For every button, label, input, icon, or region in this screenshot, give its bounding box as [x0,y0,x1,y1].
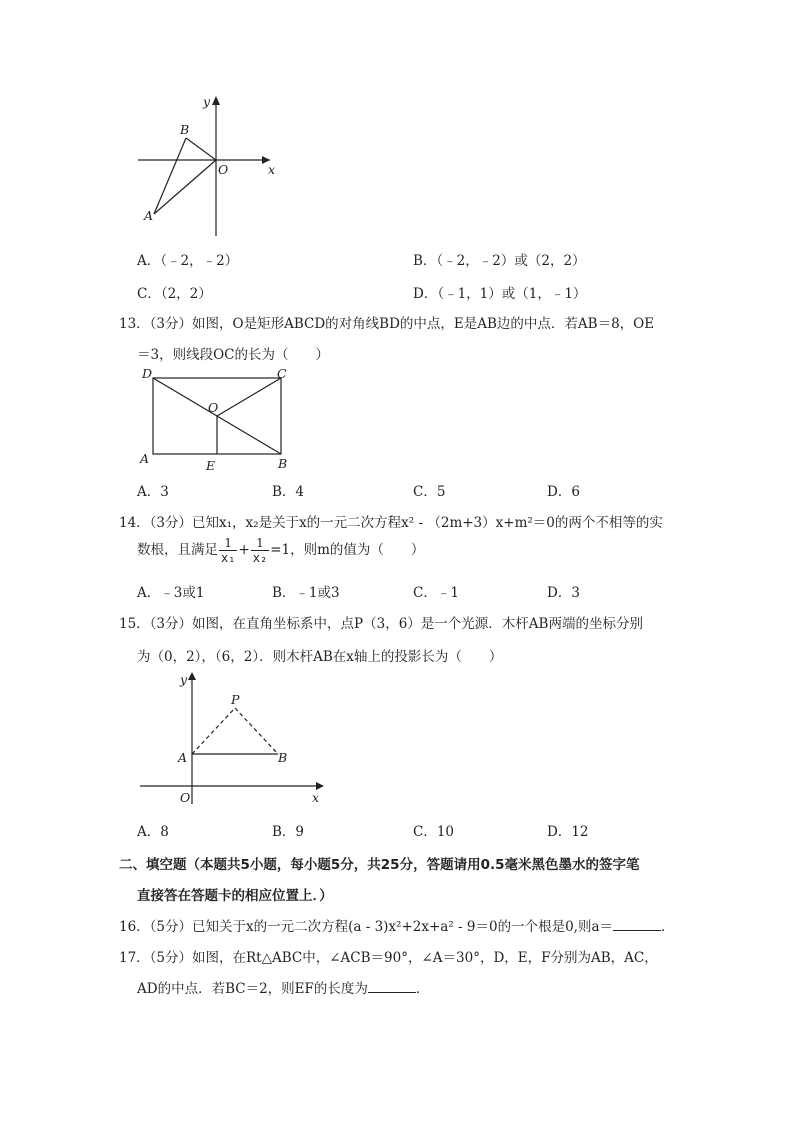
q13-label-o: O [208,400,219,415]
q17-answer-blank[interactable] [368,980,416,993]
q14-fraction-2 [251,536,269,565]
q13-figure [136,364,296,476]
q13-line-1: 13．（3分）如图，O是矩形ABCD的对角线BD的中点，E是AB边的中点．若AB＝8，OE [119,316,655,332]
q13-label-a: A [140,451,150,466]
q13-line-2: ＝3，则线段OC的长为（ ） [137,347,329,363]
q16-end: ． [661,919,675,935]
q12-label-y: y [203,94,211,109]
q14-option-a: A．﹣3或1 [137,585,205,601]
q14-line-2 [137,532,424,568]
q15-option-a: A．8 [137,824,169,840]
q15-label-o: O [180,790,191,805]
q14-plus: + [238,542,250,558]
q12-label-b: B [180,122,190,137]
q13-option-d: D．6 [547,484,580,500]
section-2-heading-line-2: 直接答在答题卡的相应位置上．） [137,888,333,904]
q15-option-c: C．10 [413,824,455,840]
q12-label-x: x [268,162,276,177]
q14-option-b: B．﹣1或3 [272,585,340,601]
q15-label-b: B [278,750,288,765]
q13-label-b: B [278,456,288,471]
q14-fraction-2-den: x₂ [252,551,268,565]
q15-label-y: y [180,672,188,687]
q12-figure [130,90,290,242]
q15-label-p: P [231,692,240,707]
section-2-heading-line-1: 二、填空题（本题共5小题，每小题5分，共25分，答题请用0.5毫米黑色墨水的签字笔 [119,857,640,873]
q13-option-c: C．5 [413,484,446,500]
q16-line [119,915,675,935]
q13-label-c: C [277,366,287,381]
q13-option-a: A．3 [137,484,169,500]
q15-option-d: D．12 [547,824,589,840]
q17-end: ． [415,981,430,997]
q15-line-2: 为（0，2），（6，2）．则木杆AB在x轴上的投影长为（ ） [137,649,503,665]
q12-label-a: A [144,208,154,223]
q14-fraction-1-num: 1 [219,536,237,551]
q14-fraction-1-den: x₁ [221,551,236,565]
q14-option-d: D．3 [547,585,580,601]
q14-line-2-pre: 数根，且满足 [137,542,218,558]
q15-option-b: B．9 [272,824,305,840]
q12-option-d: D．（﹣1，1）或（1，﹣1） [413,286,587,302]
q13-label-d: D [142,366,153,381]
q16-text: 16．（5分）已知关于x的一元二次方程(a - 3)x²+2x+a² - 9＝0的一个根是0,则a＝ [119,919,614,935]
q17-text: AD的中点．若BC＝2，则EF的长度为 [137,981,368,997]
q15-label-a: A [178,750,188,765]
q14-fraction-1 [219,536,237,565]
q15-figure [132,668,332,810]
q12-option-b: B．（﹣2，﹣2）或（2，2） [413,253,586,269]
q15-line-1: 15．（3分）如图，在直角坐标系中，点P（3，6）是一个光源．木杆AB两端的坐标分别 [119,616,643,632]
q13-label-e: E [206,458,216,473]
q14-line-1: 14．（3分）已知x₁，x₂是关于x的一元二次方程x² - （2m+3）x+m²＝0的两个不相等的实 [119,515,663,531]
q12-option-c: C．（2，2） [137,286,212,302]
q16-answer-blank[interactable] [613,918,661,931]
q17-line-2 [137,977,429,997]
q13-option-b: B．4 [272,484,305,500]
q17-line-1: 17．（5分）如图，在Rt△ABC中，∠ACB＝90°，∠A＝30°，D，E，F分别为AB，AC， [119,950,658,966]
q14-line-2-post: =1，则m的值为（ ） [270,542,425,558]
q12-option-a: A．（﹣2，﹣2） [137,253,239,269]
q14-fraction-2-num: 1 [251,536,269,551]
q12-label-o: O [218,162,229,177]
q15-label-x: x [312,790,320,805]
q14-option-c: C．﹣1 [413,585,459,601]
